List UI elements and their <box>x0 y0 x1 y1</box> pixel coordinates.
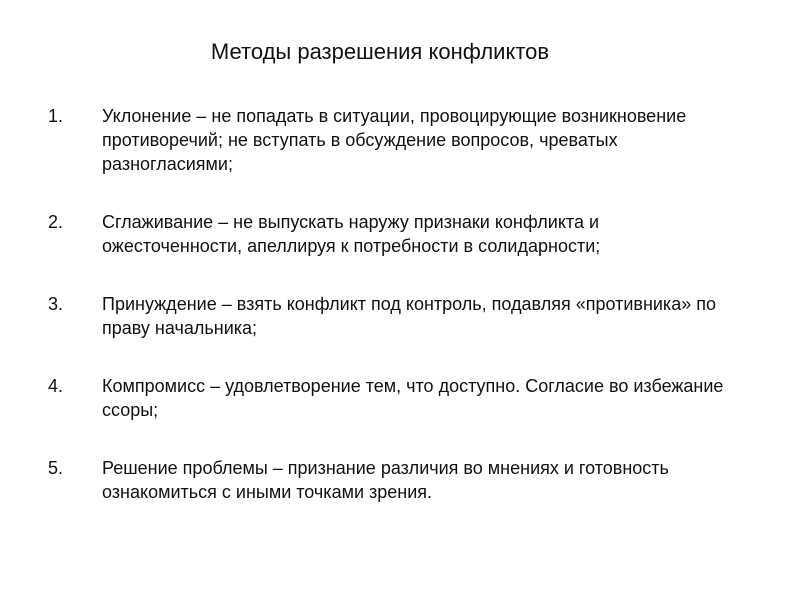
list-item-text: Уклонение – не попадать в ситуации, провоцирующие возникновение противоречий; не вступать в обсуждение вопросов, чреватых разногласиями; <box>102 106 687 174</box>
slide-title: Методы разрешения конфликтов <box>210 39 550 64</box>
list-item-text: Решение проблемы – признание различия во мнениях и готовность ознакомиться с иными точками зрения. <box>102 458 669 502</box>
list-item-number: 4. <box>48 376 64 396</box>
list-item-text: Сглаживание – не выпускать наружу признаки конфликта и ожесточенности, апеллируя к потребности в солидарности; <box>102 212 601 256</box>
list-item-text: Компромисс – удовлетворение тем, что доступно. Согласие во избежание ссоры; <box>102 376 724 420</box>
list-item-number: 3. <box>48 294 64 314</box>
list-item-text: Принуждение – взять конфликт под контроль, подавляя «противника» по праву начальника; <box>102 294 716 338</box>
list-item-number: 1. <box>48 106 64 126</box>
list-item-number: 5. <box>48 458 64 478</box>
list-item-number: 2. <box>48 212 64 232</box>
